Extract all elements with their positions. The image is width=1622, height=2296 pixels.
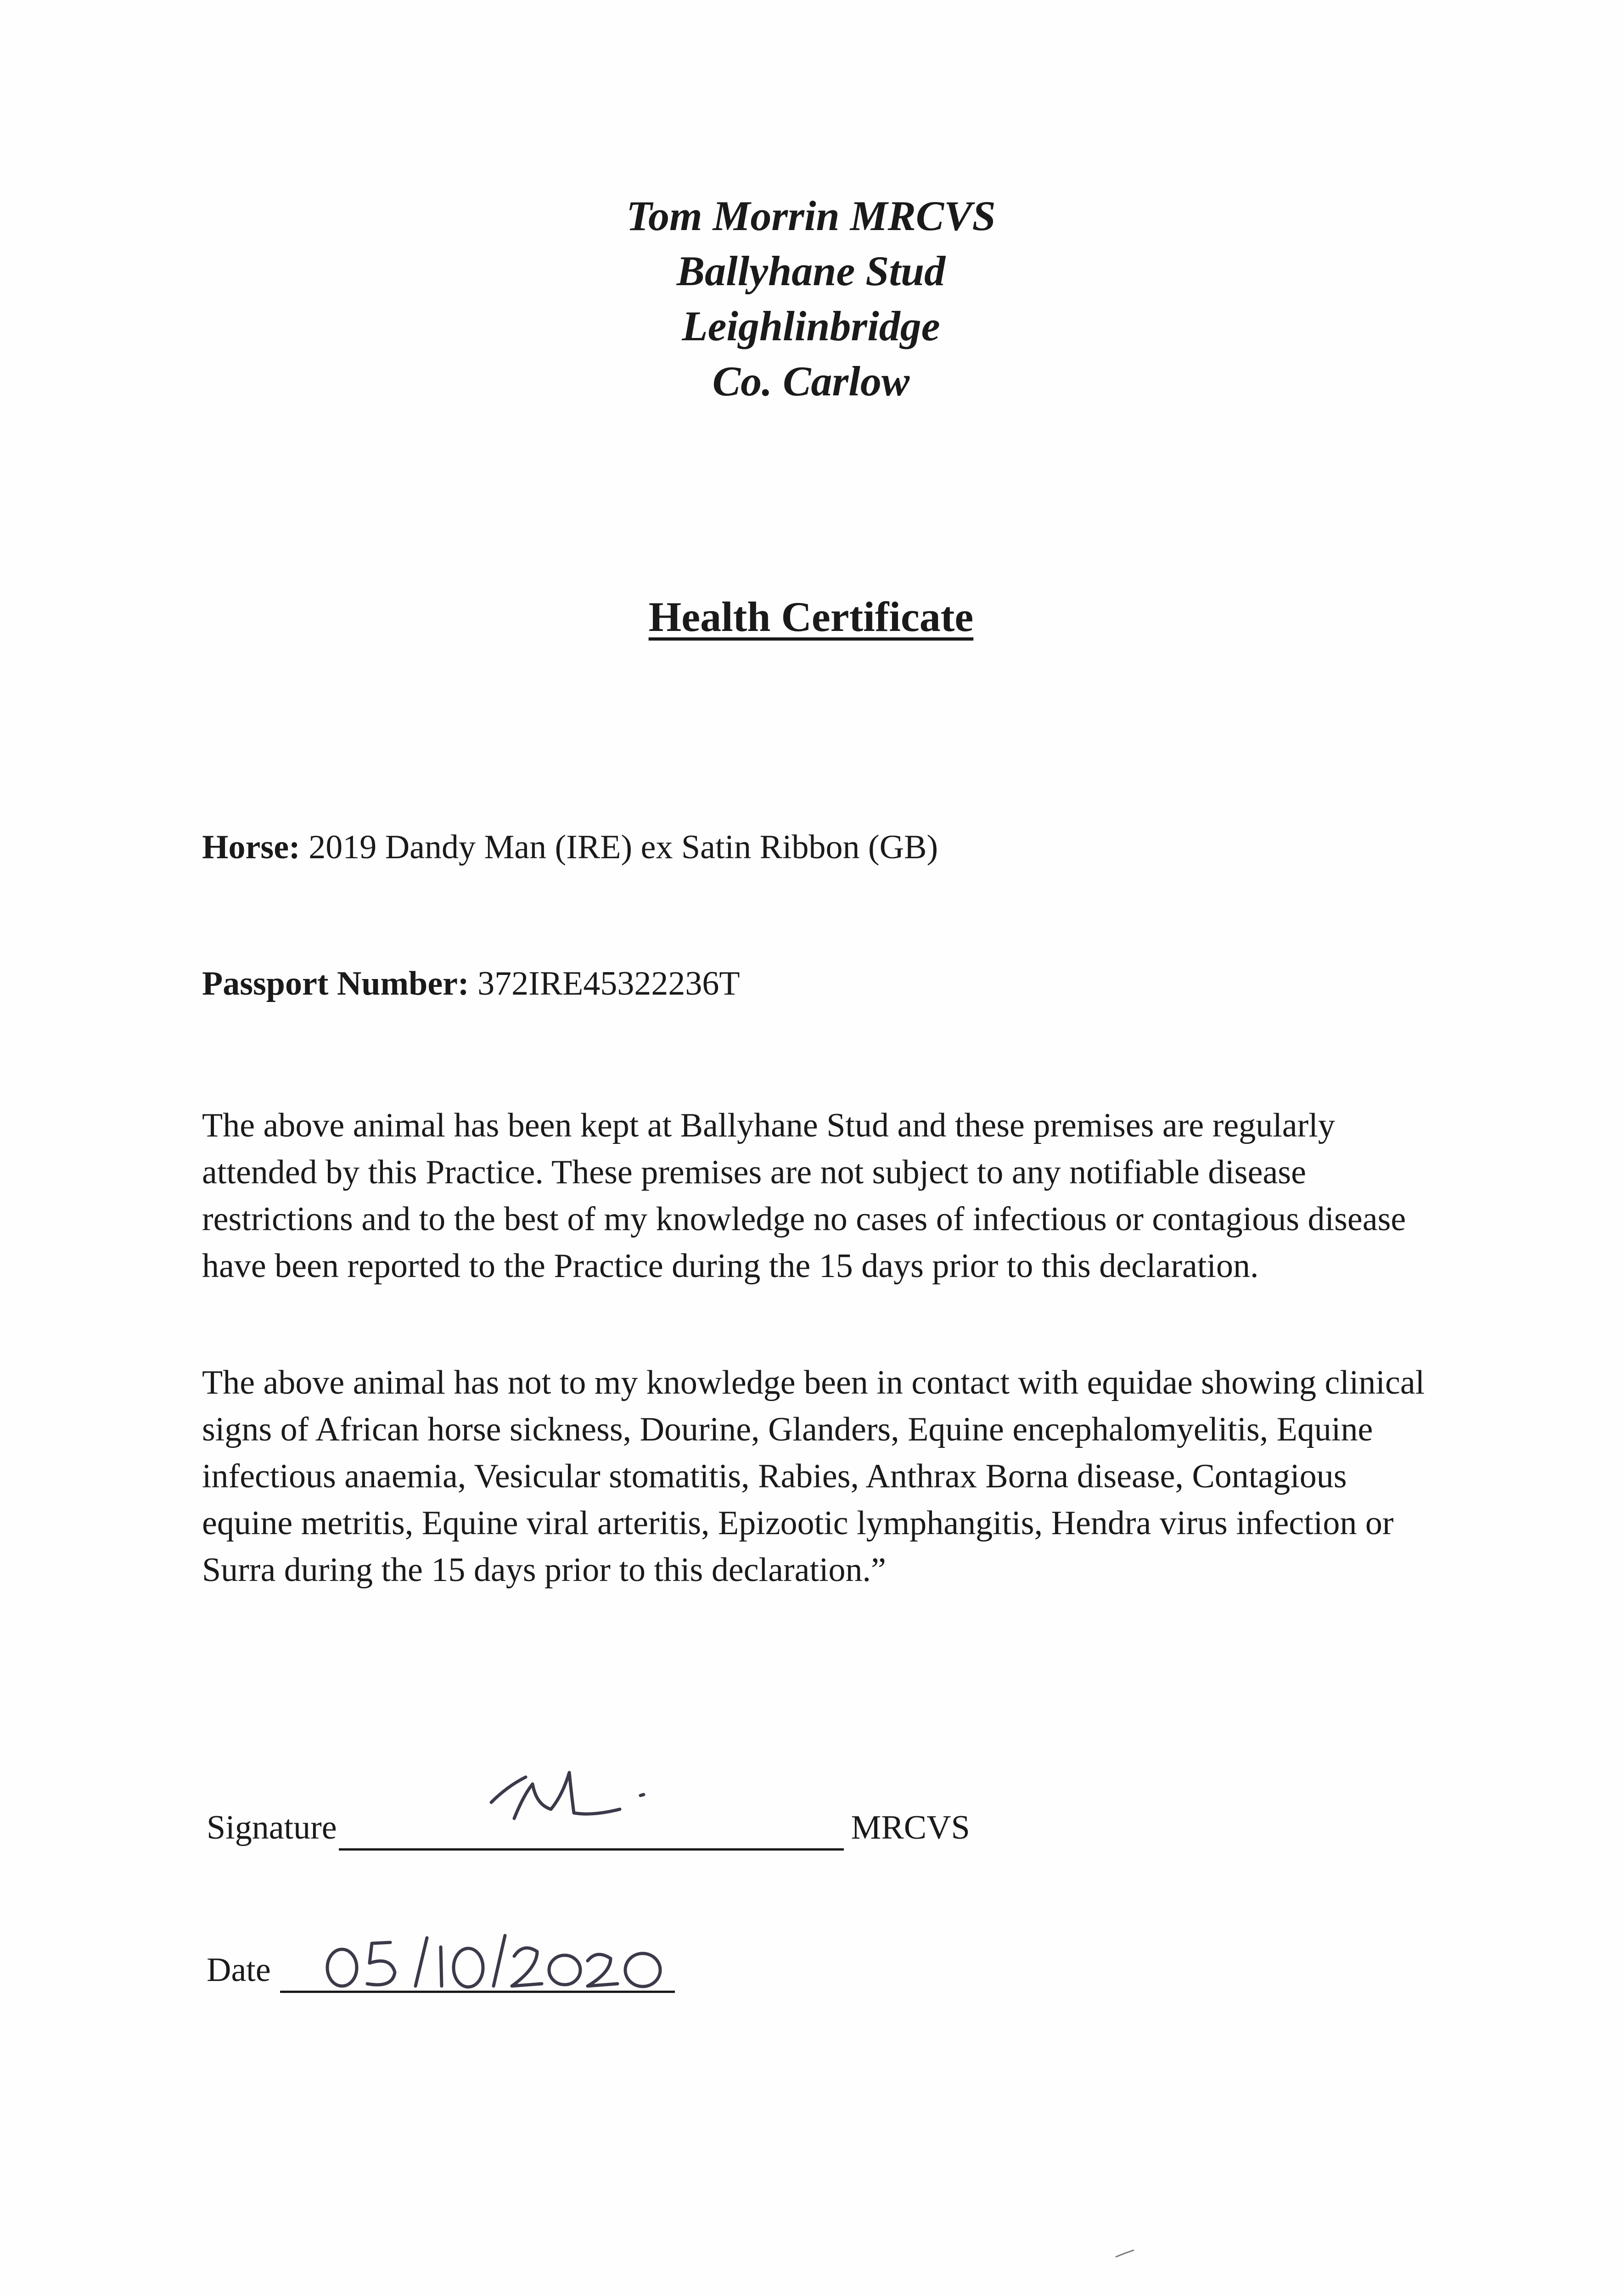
- handwritten-signature: [482, 1759, 675, 1837]
- page-title: Health Certificate: [648, 593, 974, 640]
- passport-field: [202, 961, 740, 1007]
- scan-mark: [1113, 2248, 1136, 2262]
- letterhead: [0, 188, 1622, 409]
- declaration-paragraph-premises: The above animal has been kept at Ballyhane Stud and these premises are regularly attended by this Practice. These premises are not subject to any notifiable disease restrictions and to the best of my knowledge no cases of infectious or contagious disease have been reported to the Practice during the 15 days prior to this declaration.: [202, 1107, 1406, 1285]
- passport-value: 372IRE45322236T: [477, 965, 740, 1002]
- date-label: Date: [207, 1951, 271, 1989]
- letterhead-county: Co. Carlow: [712, 358, 910, 405]
- horse-field: [202, 824, 938, 870]
- declaration-paragraph-contact: The above animal has not to my knowledge been in contact with equidae showing clinical signs of African horse sickness, Dourine, Glanders, Equine encephalomyelitis, Equine infectious anaemia, Vesicular stomatitis, Rabies, Anthrax Borna disease, Contagious equine metritis, Equine viral arteritis, Epizootic lymphangitis, Hendra virus infection or Surra during the 15 days prior to this declaration.”: [202, 1364, 1425, 1589]
- horse-label: Horse:: [202, 828, 300, 866]
- signature-suffix: MRCVS: [851, 1809, 970, 1846]
- horse-value: 2019 Dandy Man (IRE) ex Satin Ribbon (GB): [309, 828, 938, 866]
- handwritten-date: [321, 1924, 689, 1993]
- signature-label: Signature: [207, 1809, 337, 1846]
- letterhead-name: Tom Morrin MRCVS: [626, 192, 996, 239]
- letterhead-stud: Ballyhane Stud: [676, 248, 946, 294]
- letterhead-town: Leighlinbridge: [682, 303, 940, 349]
- passport-label: Passport Number:: [202, 965, 469, 1002]
